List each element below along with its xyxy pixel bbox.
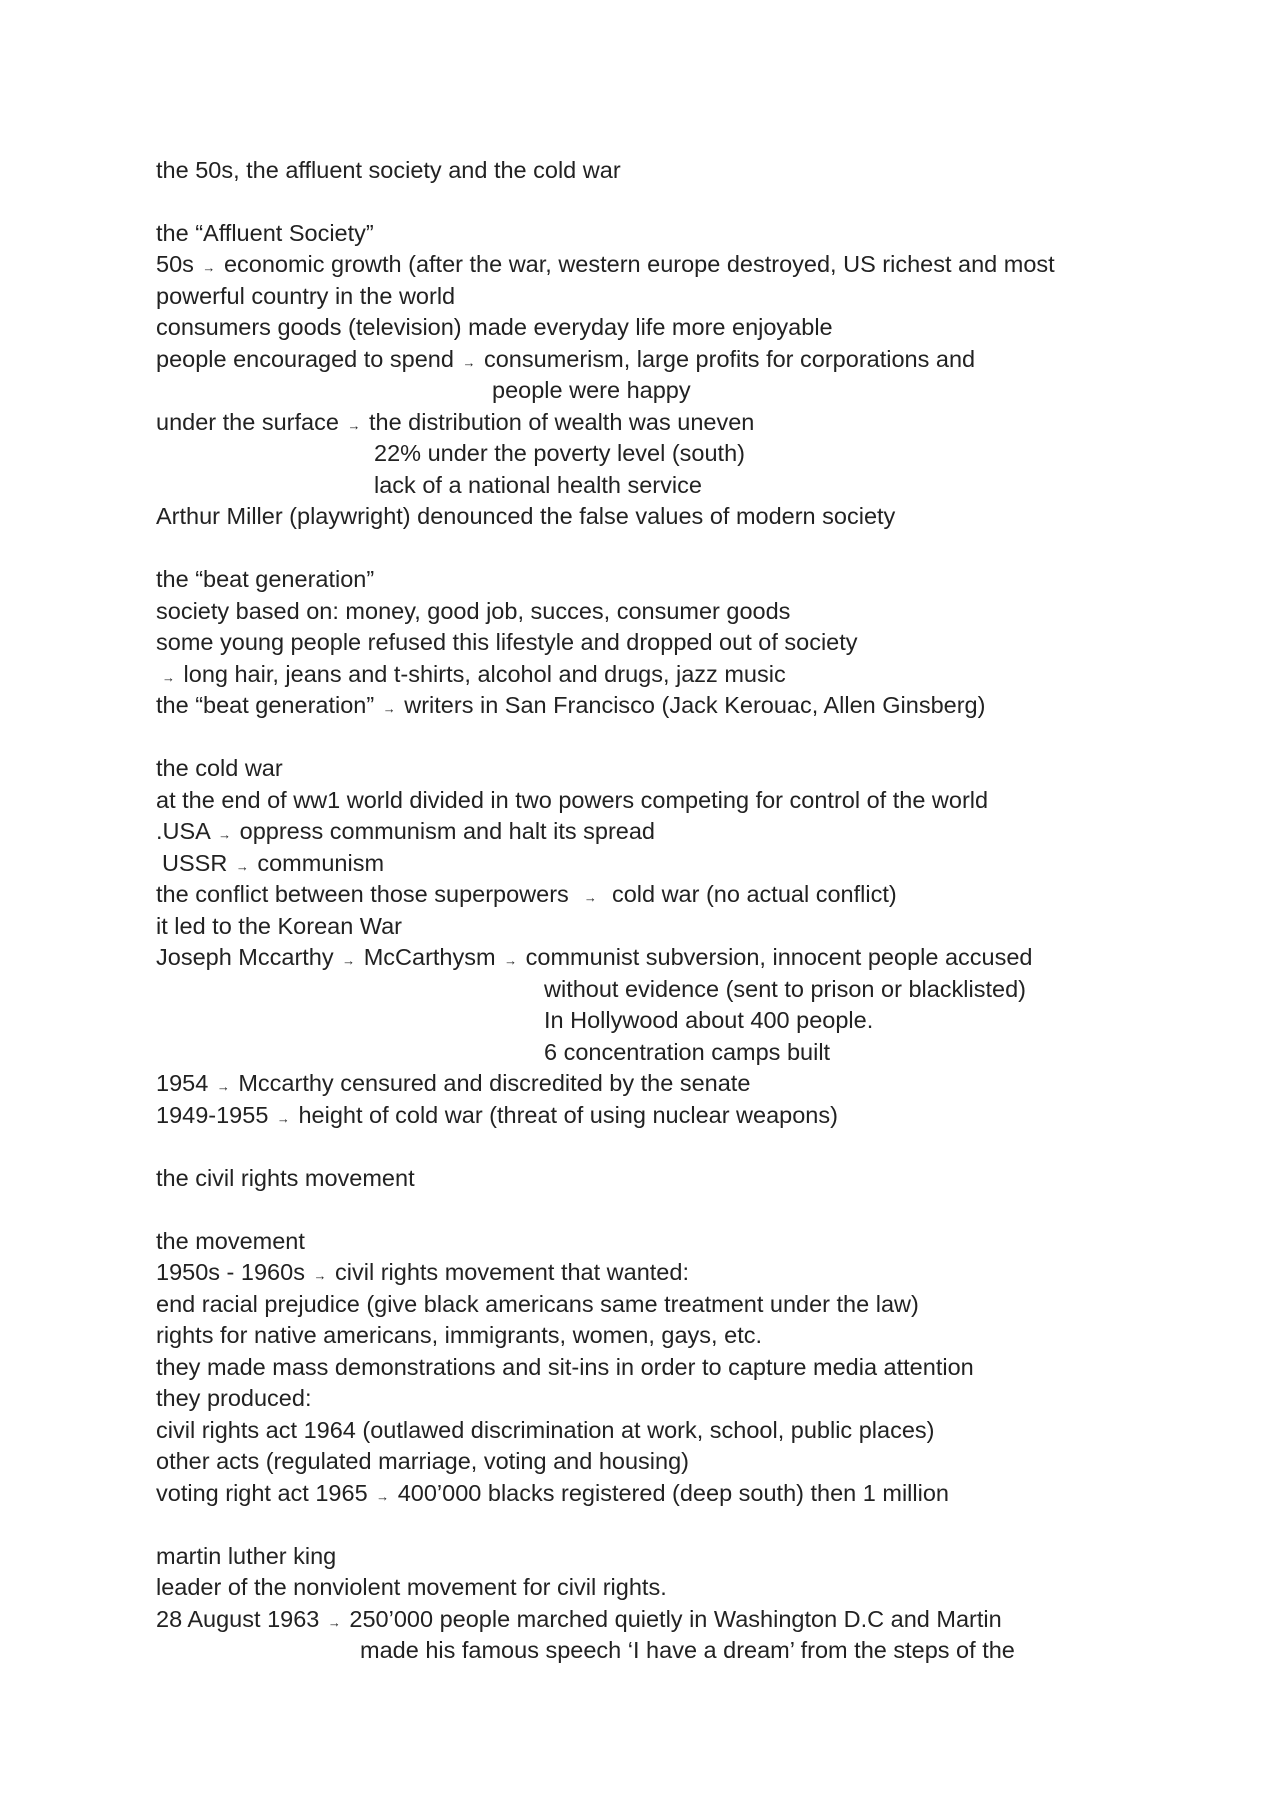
arrow-icon: → — [235, 859, 249, 874]
note-text: writers in San Francisco (Jack Kerouac, Allen Ginsberg) — [404, 692, 986, 718]
note-text: people encouraged to spend — [156, 346, 454, 372]
note-text: Mccarthy censured and discredited by the senate — [238, 1070, 751, 1096]
section-heading-beat-generation: the “beat generation” — [156, 566, 375, 592]
note-text: the conflict between those superpowers — [156, 881, 569, 907]
arrow-icon: → — [347, 418, 361, 433]
note-line — [156, 817, 655, 845]
note-line: they produced: — [156, 1385, 312, 1411]
note-text: under the surface — [156, 409, 339, 435]
section-heading-movement: the movement — [156, 1228, 305, 1254]
note-text: cold war (no actual conflict) — [611, 881, 897, 907]
document-page — [156, 0, 1236, 1808]
document-title: the 50s, the affluent society and the cold war — [156, 157, 621, 183]
note-line — [156, 943, 1033, 971]
note-text: the distribution of wealth was uneven — [368, 409, 755, 435]
arrow-icon: → — [462, 355, 476, 370]
note-line — [156, 345, 975, 373]
note-text: consumerism, large profits for corporations and — [483, 346, 976, 372]
note-text: .USA — [156, 818, 210, 844]
note-line-indented: made his famous speech ‘I have a dream’ from the steps of the — [360, 1637, 1015, 1663]
note-line: leader of the nonviolent movement for civil rights. — [156, 1574, 667, 1600]
arrow-icon: → — [376, 1489, 390, 1504]
note-line-indented: people were happy — [492, 377, 691, 403]
note-line-indented: 6 concentration camps built — [544, 1039, 831, 1065]
note-line: rights for native americans, immigrants, women, gays, etc. — [156, 1322, 762, 1348]
note-line — [160, 660, 786, 688]
note-line — [156, 1069, 750, 1097]
arrow-icon: → — [504, 953, 518, 968]
arrow-icon: → — [583, 890, 597, 905]
note-line: at the end of ww1 world divided in two powers competing for control of the world — [156, 787, 989, 813]
note-text: the “beat generation” — [156, 692, 375, 718]
note-text: long hair, jeans and t-shirts, alcohol and drugs, jazz music — [183, 661, 786, 687]
note-line: some young people refused this lifestyle and dropped out of society — [156, 629, 858, 655]
note-text: 1954 — [156, 1070, 209, 1096]
note-line — [156, 408, 754, 436]
note-line — [156, 691, 985, 719]
arrow-icon: → — [162, 670, 175, 685]
note-text: communist subversion, innocent people accused — [525, 944, 1033, 970]
note-line: Arthur Miller (playwright) denounced the false values of modern society — [156, 503, 896, 529]
note-line: civil rights act 1964 (outlawed discrimination at work, school, public places) — [156, 1417, 935, 1443]
note-line: end racial prejudice (give black americans same treatment under the law) — [156, 1291, 919, 1317]
note-line — [156, 1101, 838, 1129]
note-line: other acts (regulated marriage, voting and housing) — [156, 1448, 689, 1474]
note-text: 50s — [156, 251, 194, 277]
arrow-icon: → — [276, 1111, 290, 1126]
note-line — [156, 1258, 689, 1286]
note-line: consumers goods (television) made everyday life more enjoyable — [156, 314, 833, 340]
note-line-indented: 22% under the poverty level (south) — [374, 440, 745, 466]
arrow-icon: → — [202, 260, 216, 275]
note-line — [156, 880, 897, 908]
note-text: 400’000 blacks registered (deep south) then 1 million — [397, 1480, 949, 1506]
arrow-icon: → — [327, 1615, 341, 1630]
note-line — [156, 1605, 1002, 1633]
note-text: height of cold war (threat of using nuclear weapons) — [298, 1102, 838, 1128]
arrow-icon: → — [216, 1079, 230, 1094]
arrow-icon: → — [313, 1268, 327, 1283]
note-text: USSR — [162, 850, 228, 876]
note-text: 1950s - 1960s — [156, 1259, 305, 1285]
note-text: voting right act 1965 — [156, 1480, 368, 1506]
note-text: McCarthysm — [363, 944, 496, 970]
note-text: communism — [257, 850, 385, 876]
section-title-civil-rights: the civil rights movement — [156, 1165, 415, 1191]
note-line — [162, 849, 384, 877]
note-text: 250’000 people marched quietly in Washington D.C and Martin — [349, 1606, 1002, 1632]
note-text: 1949-1955 — [156, 1102, 269, 1128]
note-line-indented: lack of a national health service — [374, 472, 702, 498]
note-text: Joseph Mccarthy — [156, 944, 334, 970]
note-text: oppress communism and halt its spread — [239, 818, 655, 844]
note-line — [156, 250, 1055, 278]
note-line-indented: without evidence (sent to prison or blacklisted) — [544, 976, 1026, 1002]
note-line: they made mass demonstrations and sit-ins in order to capture media attention — [156, 1354, 974, 1380]
section-heading-mlk: martin luther king — [156, 1543, 337, 1569]
section-heading-affluent-society: the “Affluent Society” — [156, 220, 374, 246]
section-heading-cold-war: the cold war — [156, 755, 283, 781]
note-text: economic growth (after the war, western europe destroyed, US richest and most — [223, 251, 1055, 277]
note-line: powerful country in the world — [156, 283, 456, 309]
note-line-indented: In Hollywood about 400 people. — [544, 1007, 874, 1033]
arrow-icon: → — [218, 827, 232, 842]
arrow-icon: → — [382, 701, 396, 716]
note-line: it led to the Korean War — [156, 913, 403, 939]
note-text: civil rights movement that wanted: — [335, 1259, 689, 1285]
note-text: 28 August 1963 — [156, 1606, 320, 1632]
note-line — [156, 1479, 949, 1507]
arrow-icon: → — [342, 953, 356, 968]
note-line: society based on: money, good job, succes, consumer goods — [156, 598, 791, 624]
